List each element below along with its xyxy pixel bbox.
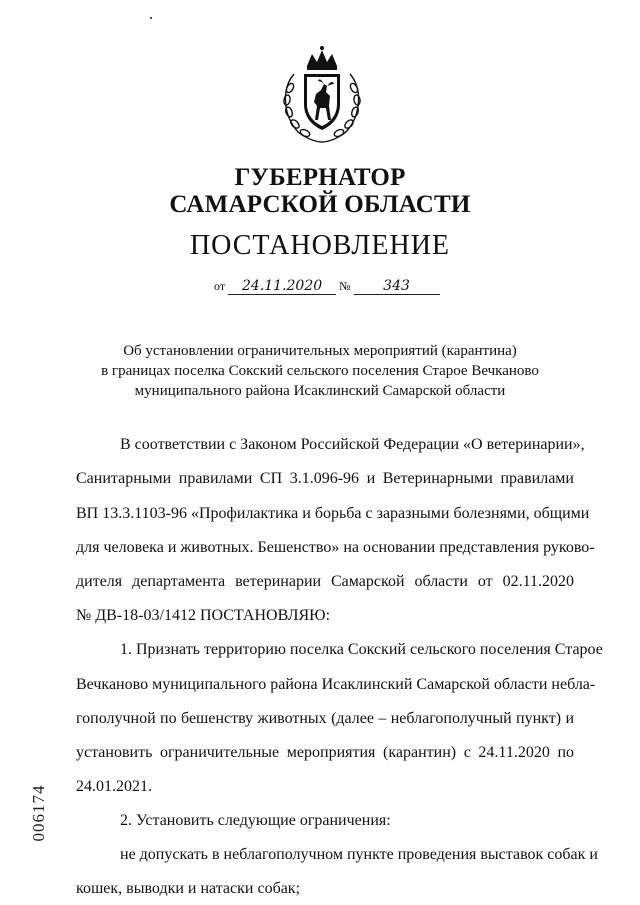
stamp-number: 006174 (29, 784, 48, 842)
registration-stamp (26, 768, 52, 858)
body-line: 1. Признать территорию поселка Сокский сельского поселения Старое (120, 641, 603, 658)
scan-dot (150, 17, 152, 19)
body-line: ВП 13.3.1103-96 «Профилактика и борьба с заразными болезнями, общими (76, 505, 590, 522)
document-date: 24.11.2020 (228, 278, 336, 295)
body-line: для человека и животных. Бешенство» на основании представления руково- (76, 539, 595, 556)
body-line: 24.01.2021. (76, 778, 152, 795)
body-line: Санитарными правилами СП 3.1.096-96 и Ветеринарными правилами (76, 470, 574, 487)
body-line: В соответствии с Законом Российской Федерации «О ветеринарии», (120, 436, 585, 453)
body-line: 2. Установить следующие ограничения: (120, 812, 391, 829)
document-subject (0, 341, 640, 401)
body-line: дителя департамента ветеринарии Самарской области от 02.11.2020 (76, 573, 574, 590)
samara-coat-of-arms-icon (274, 44, 370, 144)
subject-line: муниципального района Исаклинский Самарской области (134, 383, 506, 399)
issuer-title-line2: САМАРСКОЙ ОБЛАСТИ (169, 191, 471, 218)
document-number: 343 (354, 278, 440, 295)
subject-line: в границах поселка Сокский сельского поселения Старое Вечканово (101, 363, 539, 379)
issuer-title-line1: ГУБЕРНАТОР (234, 164, 406, 191)
body-line: установить ограничительные мероприятия (карантин) с 24.11.2020 по (76, 744, 574, 761)
date-number-line (214, 278, 440, 295)
subject-line: Об установлении ограничительных мероприятий (карантина) (123, 343, 517, 359)
body-line: гополучной по бешенству животных (далее – неблагополучный пункт) и (76, 710, 574, 727)
body-line: Вечканово муниципального района Исаклинский Самарской области небла- (76, 676, 596, 693)
body-line: не допускать в неблагополучном пункте проведения выставок собак и (120, 846, 598, 863)
body-line: кошек, выводки и натаски собак; (76, 880, 301, 897)
number-prefix: № (339, 279, 351, 293)
date-prefix: от (214, 279, 226, 293)
document-type-title: ПОСТАНОВЛЕНИЕ (189, 230, 451, 261)
body-line: № ДВ-18-03/1412 ПОСТАНОВЛЯЮ: (76, 607, 331, 624)
